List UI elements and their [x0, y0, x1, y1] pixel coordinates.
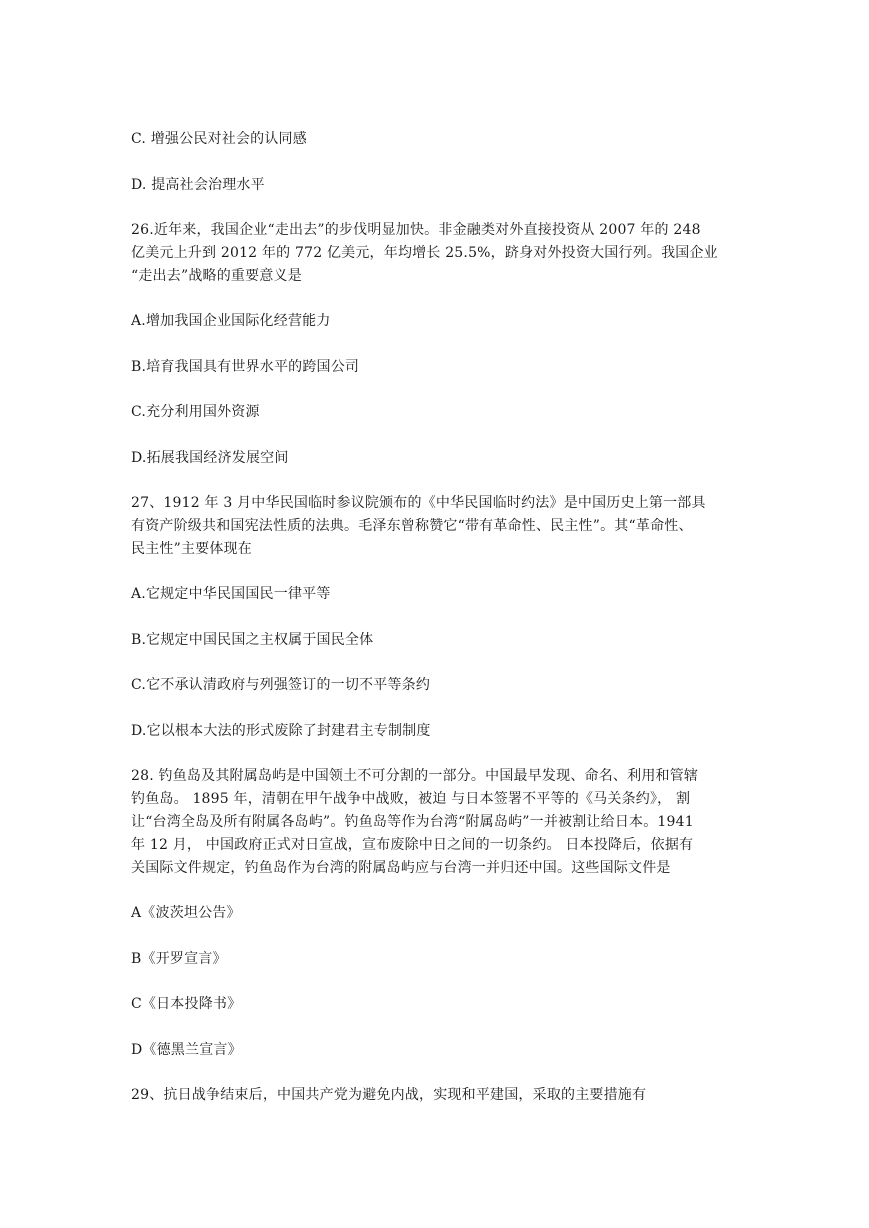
- q27-option-d: D.它以根本大法的形式废除了封建君主专制制度: [131, 723, 431, 739]
- q28-option-a: A《波茨坦公告》: [131, 905, 241, 921]
- q28-stem-line: 钓鱼岛。 1895 年，清朝在甲午战争中战败，被迫 与日本签署不平等的《马关条约》， 割: [131, 791, 691, 807]
- q26-option-c: C.充分利用国外资源: [131, 404, 260, 420]
- q28-stem-line: 让“台湾全岛及所有附属各岛屿”。钓鱼岛等作为台湾“附属岛屿”一并被割让给日本。1941: [131, 814, 694, 830]
- q28-option-c: C《日本投降书》: [131, 996, 242, 1012]
- q29-stem: 29、抗日战争结束后，中国共产党为避免内战，实现和平建国，采取的主要措施有: [131, 1087, 647, 1103]
- q28-option-d: D《德黑兰宣言》: [131, 1042, 242, 1058]
- q27-option-b: B.它规定中国民国之主权属于国民全体: [131, 632, 374, 648]
- q26-stem-line: 亿美元上升到 2012 年的 772 亿美元，年均增长 25.5%，跻身对外投资大国行列。我国企业: [131, 245, 718, 261]
- q28-stem-line: 28. 钓鱼岛及其附属岛屿是中国领土不可分割的一部分。中国最早发现、命名、利用和管辖: [131, 768, 699, 784]
- q27-stem-line: 民主性”主要体现在: [131, 541, 252, 557]
- q27-stem: [131, 492, 741, 561]
- q25-option-d: D. 提高社会治理水平: [131, 177, 265, 193]
- q28-stem-line: 关国际文件规定，钓鱼岛作为台湾的附属岛屿应与台湾一并归还中国。这些国际文件是: [131, 860, 671, 876]
- q27-option-a: A.它规定中华民国国民一律平等: [131, 586, 331, 602]
- q26-stem: [131, 219, 741, 288]
- q26-option-d: D.拓展我国经济发展空间: [131, 450, 289, 466]
- q26-stem-line: 26.近年来，我国企业“走出去”的步伐明显加快。非金融类对外直接投资从 2007 年的 248: [131, 222, 701, 238]
- q26-option-a: A.增加我国企业国际化经营能力: [131, 313, 331, 329]
- q26-option-b: B.培育我国具有世界水平的跨国公司: [131, 359, 360, 375]
- q27-stem-line: 有资产阶级共和国宪法性质的法典。毛泽东曾称赞它“带有革命性、民主性”。其“革命性、: [131, 518, 693, 534]
- q27-option-c: C.它不承认清政府与列强签订的一切不平等条约: [131, 677, 431, 693]
- q27-stem-line: 27、1912 年 3 月中华民国临时参议院颁布的《中华民国临时约法》是中国历史上第一部具: [131, 495, 706, 511]
- q28-stem: [131, 765, 741, 880]
- q28-option-b: B《开罗宣言》: [131, 951, 227, 967]
- q26-stem-line: “走出去”战略的重要意义是: [131, 268, 302, 284]
- q28-stem-line: 年 12 月， 中国政府正式对日宣战，宣布废除中日之间的一切条约。 日本投降后，依据有: [131, 837, 694, 853]
- q25-option-c: C. 增强公民对社会的认同感: [131, 131, 307, 147]
